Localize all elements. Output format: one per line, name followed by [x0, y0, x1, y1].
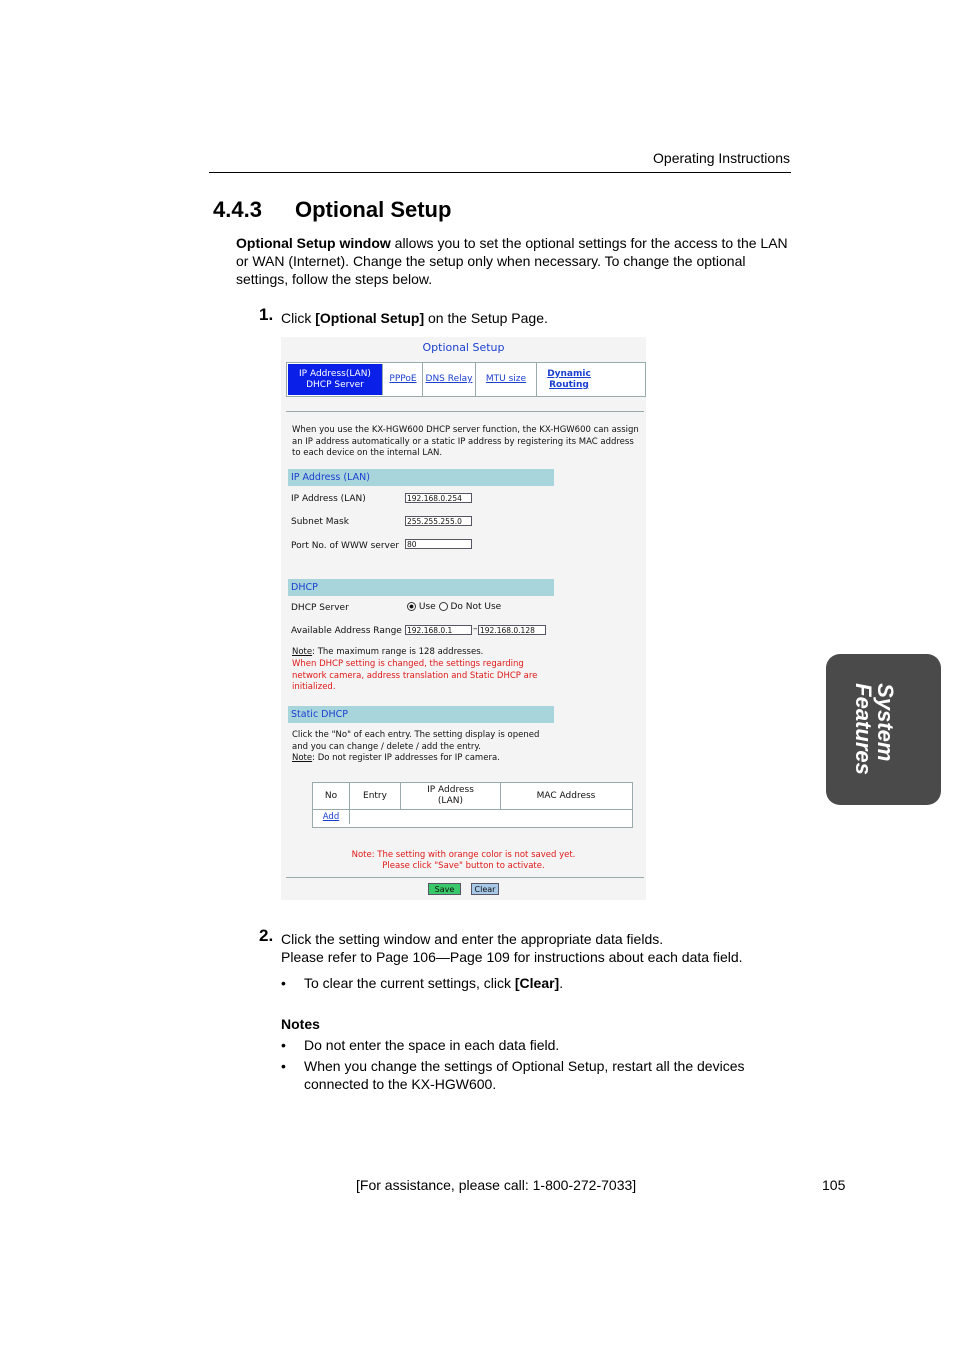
- section-title: [213, 197, 451, 223]
- col-ip-header: IP Address (LAN): [401, 783, 501, 809]
- step-2-number: 2.: [259, 926, 274, 945]
- subnet-mask-label: Subnet Mask: [291, 517, 349, 527]
- step-1-text: [281, 309, 548, 327]
- ip-address-label: IP Address (LAN): [291, 494, 366, 504]
- port-input[interactable]: 80: [405, 539, 472, 549]
- step-1-bold: [Optional Setup]: [315, 310, 425, 326]
- ip-address-input[interactable]: 192.168.0.254: [405, 493, 472, 503]
- dhcp-description: When you use the KX-HGW600 DHCP server function, the KX-HGW600 can assign an IP address automatically or a static IP address by registering its MAC address to each device on the internal LAN.: [292, 425, 639, 458]
- static-dhcp-text: Click the "No" of each entry. The setting display is opened and you can change / delete / add the entry.: [292, 730, 540, 752]
- col-entry-header: Entry: [350, 783, 401, 809]
- range-dash: –: [473, 624, 478, 634]
- dhcp-note: [292, 647, 640, 659]
- notes-item-2-line-1: When you change the settings of Optional Setup, restart all the devices: [304, 1058, 745, 1074]
- dhcp-server-label: DHCP Server: [291, 603, 349, 613]
- use-label: Use: [418, 602, 436, 612]
- range-start-input[interactable]: 192.168.0.1: [405, 625, 472, 635]
- bullet-icon: •: [281, 975, 286, 991]
- step-1-post: on the Setup Page.: [424, 310, 548, 326]
- range-end-input[interactable]: 192.168.0.128: [478, 625, 546, 635]
- side-tab-line-2: Features: [851, 683, 876, 775]
- step-2-line-1: Click the setting window and enter the appropriate data fields.: [281, 931, 664, 947]
- step-1-number: 1.: [259, 305, 274, 324]
- save-button[interactable]: Save: [428, 883, 461, 895]
- static-note-text: : Do not register IP addresses for IP camera.: [312, 753, 500, 763]
- clear-bullet-pre: To clear the current settings, click: [304, 975, 515, 991]
- static-dhcp-note: [292, 753, 640, 765]
- col-mac-header: MAC Address: [536, 790, 596, 801]
- clear-bullet-bold: [Clear]: [514, 975, 560, 991]
- intro-text: allows you to set the optional settings for the access to the LAN or WAN (Internet). Change the setup only when necessary. To change the optional settings, follow the steps below.: [236, 235, 788, 287]
- notes-item-1-text: Do not enter the space in each data field.: [304, 1037, 560, 1053]
- notes-heading: Notes: [281, 1016, 320, 1032]
- nav-dynamic-routing[interactable]: Dynamic Routing: [547, 368, 591, 390]
- header-rule: [209, 172, 791, 173]
- address-range-label: Available Address Range: [291, 626, 402, 636]
- nav-dns-relay[interactable]: DNS Relay: [423, 363, 476, 396]
- use-radio-icon[interactable]: [407, 602, 416, 611]
- subnet-mask-input[interactable]: 255.255.255.0: [405, 516, 472, 526]
- section-number: 4.4.3: [213, 197, 262, 222]
- nav-mtu-size[interactable]: MTU size: [476, 363, 537, 396]
- notes-item-2: [281, 1057, 781, 1097]
- ip-section-heading: IP Address (LAN): [288, 469, 554, 486]
- step-1-pre: Click: [281, 310, 316, 326]
- not-use-radio-icon[interactable]: [439, 602, 448, 611]
- clear-button[interactable]: Clear: [471, 883, 499, 895]
- side-tab-line-1: System: [873, 683, 898, 762]
- port-label: Port No. of WWW server: [291, 541, 400, 551]
- nav-pppoe[interactable]: PPPoE: [384, 363, 423, 396]
- bullet-icon: •: [281, 1058, 286, 1074]
- intro-paragraph: [236, 234, 792, 288]
- notes-item-2-line-2: connected to the KX-HGW600.: [304, 1076, 497, 1092]
- screenshot-title: Optional Setup: [422, 341, 505, 354]
- add-entry-link[interactable]: Add: [313, 810, 350, 824]
- not-use-label: Do Not Use: [450, 602, 502, 612]
- col-no-header: No: [313, 783, 350, 809]
- clear-bullet-post: .: [559, 975, 564, 991]
- dhcp-warning: When DHCP setting is changed, the settings regarding network camera, address translation and Static DHCP are initialized.: [292, 659, 538, 692]
- running-title: Operating Instructions: [653, 150, 790, 166]
- unsaved-note-2: Please click "Save" button to activate.: [382, 861, 545, 871]
- screenshot-bottom-rule: [286, 877, 644, 878]
- dhcp-section-heading: DHCP: [288, 579, 554, 596]
- clear-bullet-text: [304, 974, 563, 992]
- step-2-line-2: Please refer to Page 106—Page 109 for instructions about each data field.: [281, 949, 743, 965]
- dhcp-server-radio-group: [407, 602, 501, 612]
- screenshot-rule: [286, 411, 644, 412]
- static-dhcp-heading: Static DHCP: [288, 706, 554, 723]
- bullet-icon: •: [281, 1037, 286, 1053]
- dhcp-note-label: Note: [292, 647, 313, 657]
- section-title-text: Optional Setup: [295, 197, 452, 222]
- dhcp-note-text: : The maximum range is 128 addresses.: [312, 647, 484, 657]
- unsaved-note-1: Note: The setting with orange color is not saved yet.: [351, 850, 576, 860]
- page-number: 105: [822, 1177, 846, 1193]
- setup-nav-bar: [286, 362, 646, 397]
- intro-bold-lead: Optional Setup window: [236, 235, 391, 251]
- static-dhcp-table: [312, 782, 633, 828]
- table-row-divider: [313, 809, 632, 810]
- static-note-label: Note: [292, 753, 313, 763]
- assistance-line: [For assistance, please call: 1-800-272-7033]: [356, 1177, 637, 1193]
- optional-setup-screenshot: [281, 337, 646, 900]
- nav-ip-dhcp[interactable]: IP Address(LAN) DHCP Server: [288, 364, 383, 395]
- side-tab-label: [852, 683, 896, 775]
